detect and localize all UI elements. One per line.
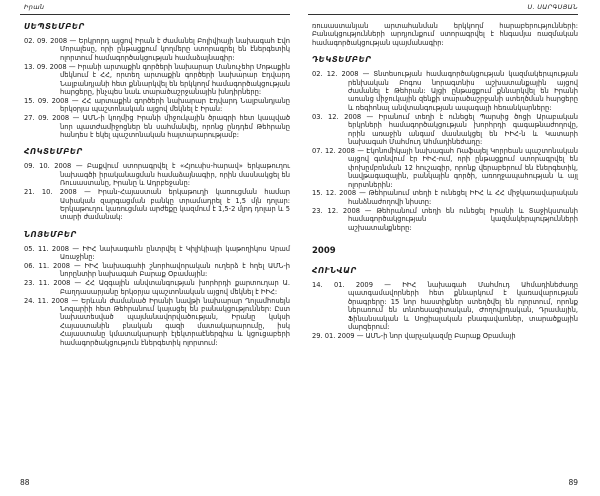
entry-date: 06. 11. 2008: [24, 262, 71, 271]
entry-date: 15. 09. 2008: [24, 96, 69, 105]
entry-date: 13. 09. 2008: [24, 62, 67, 71]
entry-text: — ԱՄՆ-ի նոր վարչակազմը Բարաք Օբամայի: [356, 331, 516, 340]
chronology-entry: [24, 162, 290, 187]
entry-text: — Երևան ժամանած Իրանի նավթի նախարար Ղոլամհոսեյն Նոզարիի հետ Թեհրանում կայացել են բանակցություններ: Ըստ նախատեսված պայմանավորվածության, Իրանը կսկսի Հայաստանին բնական գազի մատակարարումը, իսկ Հայաստանը կմատակարարի էլեկտրաէներգիա և կցուցաբերի համագործակցություն էներգետիկ ոլորտում:: [60, 296, 290, 347]
entry-text: — Իրան-Հայաստան երկաթուղի կառուցման համար Ասիական զարգացման բանկը տրամադրել է 1,5 մլն դոլար: Երկաթուղու կառուցման արժեքը կազմում է 1,5-2 մլրդ դոլար և 5 տարի ժամանակ:: [60, 188, 290, 222]
entry-text: — ՀՀ արտաքին գործերի նախարար Էդվարդ Նալբանդյանը երկօրյա պաշտոնական այցով մեկնել է Իրան:: [60, 96, 290, 114]
entry-date: 05. 11. 2008: [24, 244, 69, 253]
entry-date: 21. 10. 2008: [24, 188, 77, 197]
entry-date: 23. 12. 2008: [312, 206, 360, 215]
page-number-right: 89: [568, 478, 578, 487]
section-heading: ՀՈԿՏԵՄԲԵՐ: [24, 147, 83, 157]
page-number-left: 88: [20, 478, 30, 487]
section-heading: ՀՈՒՆՎԱՐ: [312, 265, 357, 275]
entry-text: — ԱՄՆ-ի կողմից Իրանի միջուկային ծրագրի հետ կապված նոր պատժամիջոցներ են սահմանվել, որոնց ընդդեմ Թեհրանը հանդես է եկել պաշտոնական հայտարարությամբ:: [60, 114, 290, 139]
chronology-entry: [312, 281, 578, 331]
entry-text: — ԻԻՀ նախագահ Մահմուդ Ահմադինեժադը պատգամավորների հետ քննարկում է կառավարության ծրագրերը: 15 նոր հաստիքներ ստեղծվել են ոլորտում, որոնք ներառում են տնտեսագիտական, Ժողովրդական, Դրամային, Ֆինանսական և Սոցիալական բնագավառներ, տարածքային մարզերում:: [348, 280, 578, 331]
entry-date: 03. 12. 2008: [312, 112, 362, 121]
chronology-entry: [24, 37, 290, 62]
entry-text: — ՀՀ Ազգային անվտանգության խորհրդի քարտուղար Ա. Բաղդասարյանը երկօրյա պաշտոնական այցով մեկնել է ԻԻՀ:: [60, 279, 291, 296]
header-rule-left: [20, 14, 290, 15]
entry-date: 23. 11. 2008: [24, 279, 71, 288]
section-heading: ԴԵԿՏԵՄԲԵՐ: [312, 55, 372, 65]
chronology-entry: [24, 114, 290, 139]
header-rule-right: [308, 14, 578, 15]
running-head-left: Իրան: [24, 3, 45, 11]
entry-text: — Երկրորդ այցով Իրան է ժամանել Բոլիվիայի նախագահ Էվո Մորալեսը, որի ընթացքում կողմերը ստորագրել են էներգետիկ ոլորտում համագործակցության համաձայնագիր:: [60, 37, 290, 62]
chronology-entry: [312, 189, 578, 206]
left-page: [20, 0, 290, 496]
entry-date: 02. 12. 2008: [312, 70, 359, 79]
entry-text: — Բաքվում ստորագրվել է «Հյուսիս-հարավ» երկաթուղու նախագծի իրականացման համաձայնագիր, որին մասնակցել են Ռուսաստանը, Իրանը և Ադրբեջանը:: [60, 162, 290, 188]
section-heading: ՍԵՊՏԵՄԲԵՐ: [24, 22, 85, 31]
chronology-entry: [312, 332, 578, 340]
entry-date: 14. 01. 2009: [312, 280, 373, 289]
entry-date: 29. 01. 2009: [312, 331, 355, 340]
chronology-entry: [24, 97, 290, 114]
chronology-entry: [24, 63, 290, 97]
chronology-entry: [312, 70, 578, 112]
year-heading: 2009: [312, 245, 336, 256]
right-page-content: [312, 22, 578, 341]
continued-paragraph: ռուսաստանյան արտահանման երկկողմ հարաբերությունների: Բանակցությունների արդյունքում ստորագրվել է հնգամյա ռազմական համագործակցության պայմանագիր:: [312, 22, 578, 47]
chronology-entry: [312, 147, 578, 189]
chronology-entry: [24, 262, 290, 279]
chronology-entry: [24, 245, 290, 262]
entry-text: — Իրանի արտաքին գործերի նախարար Մանուչեհր Մոթաքին մեկնում է ՀՀ, որտեղ արտաքին գործերի նախարար Էդվարդ Նալբանդյանի հետ քննարկվել են երկկողմ համագործակցության հարցերը, ինչպես նաև տարածաշրջանային խնդիրները:: [60, 62, 290, 96]
entry-text: — Իրանում տեղի է ունեցել Պարսից ծոցի Արաբական երկրների համագործակցության խորհրդի գագաթնաժողովը, որին առաջին անգամ մասնակցել են ԻԻՀ-ն և Կատարի նախագահ Մահմուդ Ահմադինեժադը:: [348, 112, 578, 146]
running-head-right: Ս. ՍԱՐԳՍՅԱՆ: [527, 3, 578, 11]
chronology-entry: [24, 188, 290, 222]
entry-date: 24. 11. 2008: [24, 296, 69, 305]
entry-text: — ԻԻՀ նախագահն ընտրվել է Կիլիկիայի կաթողիկոս Արամ Առաջինը:: [60, 244, 290, 262]
entry-text: — Թեհրանում տեղի է ունեցել ԻԻՀ և ՀՀ միջկառավարական հանձնաժողովի նիստը:: [348, 189, 578, 206]
entry-date: 09. 10. 2008: [24, 162, 72, 171]
entry-text: — Էկոնոմիկայի նախագահ Ռաֆայել Կորրեան պաշտոնական այցով գտնվում էր ԻԻՀ-ում, որի ընթացքում ստորագրվել են փոխըմբռնման 12 հուշագիր, որոնք վերաբերում են էներգետիկ, նավթագազային, բանկային գործի, առողջապահության և այլ ոլորտներին:: [348, 146, 578, 189]
entry-text: — Տնտեսության համագործակցության կազմակերպության րենխական Բոգոս նորագտնիս աշխատանքային այցով ժամանել է Թեհրան: Այցի ընթացքում քննարկվել են Իրանի առանց միջուկային զենքի տարածաշրջանի ստեղծման հարցերը և ռեգիոնալ անվտանգության ապագայի հեռանկարները:: [348, 70, 578, 112]
entry-date: 02. 09. 2008: [24, 37, 68, 45]
left-page-content: [24, 22, 290, 348]
chronology-entry: [24, 279, 290, 296]
chronology-entry: [312, 207, 578, 232]
entry-date: 27. 09. 2008: [24, 114, 70, 123]
entry-date: 15. 12. 2008: [312, 189, 357, 198]
right-page: [308, 0, 578, 496]
entry-date: 07. 12. 2008: [312, 146, 355, 155]
entry-text: — ԻԻՀ նախագահի շնորհավորական ուղերձ է հղել ԱՄՆ-ի նորընտիր նախագահ Բարաք Օբամային:: [60, 262, 290, 279]
right-year-sections: [312, 266, 578, 340]
section-heading: ՆՈՅԵՄԲԵՐ: [24, 229, 77, 239]
right-sections: [312, 55, 578, 232]
entry-text: — Թեհրանում տեղի են ունեցել Իրանի և Տաջիկստանի համագործակցության կազմակերպությունների աշխատանքները:: [348, 206, 578, 232]
chronology-entry: [312, 113, 578, 147]
chronology-entry: [24, 297, 290, 347]
